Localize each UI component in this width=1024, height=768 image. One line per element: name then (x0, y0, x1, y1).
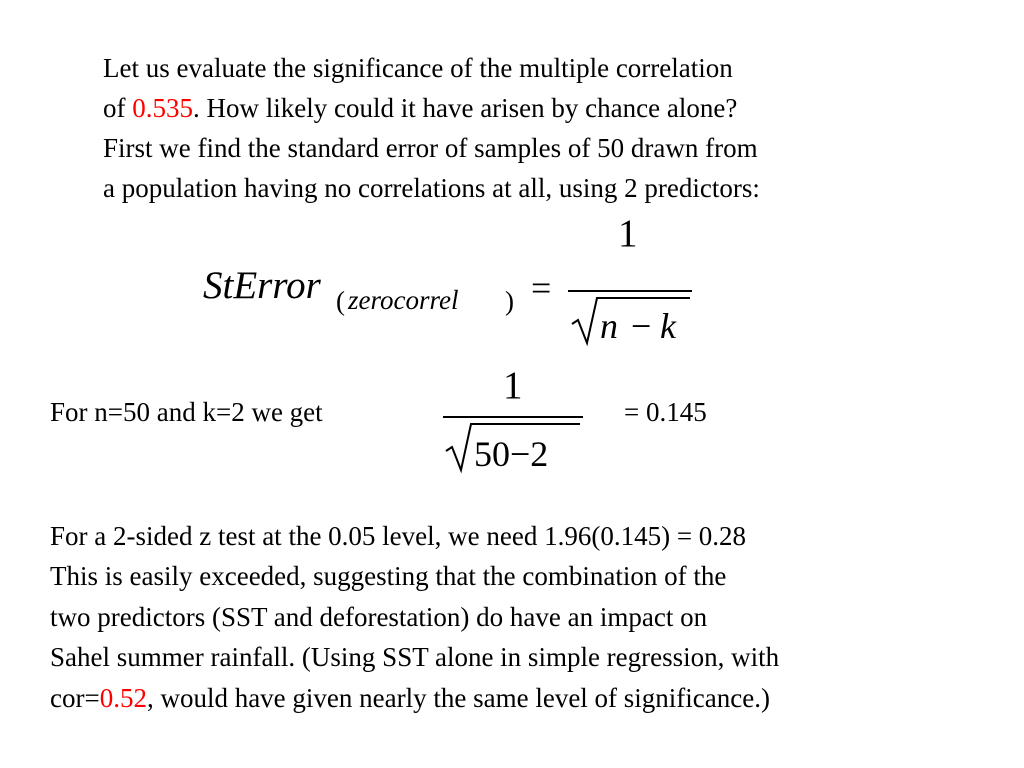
conclusion-line-2: This is easily exceeded, suggesting that the combination of the (50, 561, 727, 591)
conclusion-line-5-suffix: , would have given nearly the same level of significance.) (146, 683, 770, 713)
conclusion-line-5-prefix: cor= (50, 683, 100, 713)
example-label: For n=50 and k=2 we get (50, 397, 323, 427)
sst-correlation-value: 0.52 (99, 683, 147, 713)
formula-numerator: 1 (618, 212, 638, 255)
intro-line-3: First we find the standard error of samples of 50 drawn from (103, 133, 758, 163)
conclusion-line-3: two predictors (SST and deforestation) do have an impact on (50, 602, 708, 632)
formula-subscript: zerocorrel (348, 285, 459, 315)
example-numerator: 1 (503, 364, 523, 407)
intro-line-1: Let us evaluate the significance of the multiple correlation (103, 53, 733, 83)
intro-line-2-suffix: . How likely could it have arisen by chance alone? (193, 93, 738, 123)
formula-denominator-n: n (600, 306, 618, 346)
intro-line-4: a population having no correlations at all, using 2 predictors: (103, 173, 760, 203)
conclusion-line-1: For a 2-sided z test at the 0.05 level, we need 1.96(0.145) = 0.28 (50, 521, 747, 551)
example-result: = 0.145 (624, 397, 707, 427)
formula-denominator-k: k (660, 306, 676, 346)
formula-equals-sign: = (531, 268, 552, 308)
formula-lhs-name: StError (203, 264, 321, 307)
multiple-correlation-value: 0.535 (132, 93, 193, 123)
conclusion-line-5 (50, 682, 770, 714)
intro-line-2-prefix: of (103, 93, 133, 123)
formula-denominator-minus: − (631, 306, 652, 346)
example-denominator: 50−2 (474, 434, 549, 474)
conclusion-line-4: Sahel summer rainfall. (Using SST alone in simple regression, with (50, 642, 780, 672)
formula-open-paren: ( (336, 286, 345, 316)
formula-close-paren: ) (505, 286, 514, 316)
